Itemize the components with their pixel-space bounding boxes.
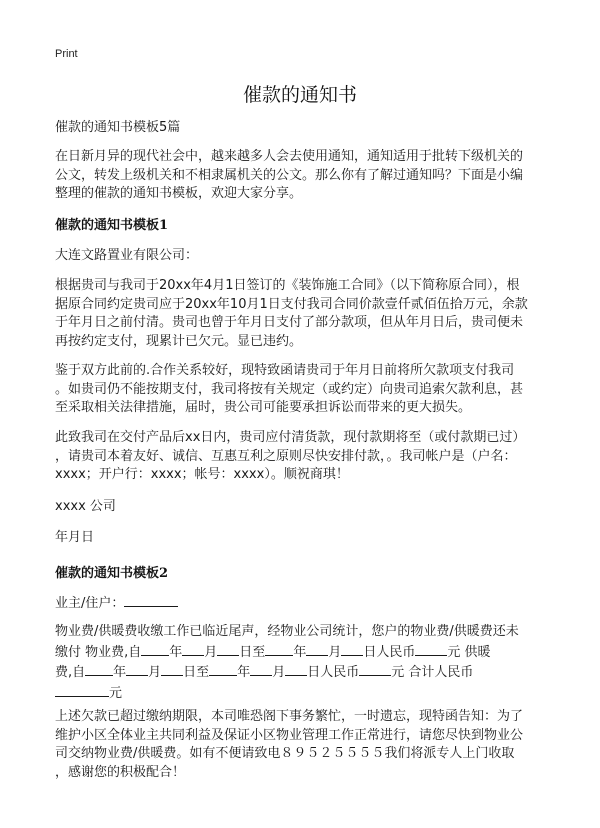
page-title: 催款的通知书: [242, 84, 357, 106]
intro-line: 在日新月异的现代社会中，越来越多人会去使用通知，通知适用于批转下级机关的: [55, 149, 524, 164]
fill-text: 月: [148, 665, 162, 681]
section-1-company: xxxx 公司: [55, 499, 116, 514]
fill-text: 月: [204, 644, 218, 660]
month-blank[interactable]: [250, 662, 272, 676]
owner-line: [55, 593, 553, 614]
fill-text: 年: [237, 665, 251, 681]
day-blank[interactable]: [285, 662, 307, 676]
fill-text: 月: [328, 644, 342, 660]
fill-text: 日人民币: [363, 644, 416, 660]
section-1-paragraph-3: [55, 429, 553, 485]
print-link[interactable]: Print: [55, 48, 78, 60]
fill-text: 年: [293, 644, 307, 660]
owner-blank[interactable]: [124, 593, 178, 607]
paragraph-line: 于年月日之前付清。贵司也曾于年月日支付了部分款项，但从年月日后，贵司便未: [55, 315, 524, 331]
section-1-date: 年月日: [55, 530, 95, 545]
intro-line: 整理的催款的通知书模板，欢迎大家分享。: [55, 186, 303, 202]
paragraph-line: xxxx；开户行：xxxx；帐号：xxxx）。顺祝商琪！: [55, 467, 349, 483]
fill-text: 日人民币: [307, 665, 360, 681]
section-2-fill-paragraph: [55, 623, 553, 703]
section-1-paragraph-1: [55, 277, 553, 351]
paragraph-line: 上述欠款已超过缴纳期限，本司唯恐阁下事务繁忙，一时遗忘，现特函告知：为了: [55, 709, 524, 724]
document-subtitle: 催款的通知书模板5篇: [55, 120, 181, 135]
amount-blank[interactable]: [359, 662, 391, 676]
total-amount-blank[interactable]: [55, 683, 109, 697]
year-blank[interactable]: [141, 642, 169, 656]
fill-text: 月: [272, 665, 286, 681]
day-blank[interactable]: [217, 642, 239, 656]
paragraph-line: ，请贵司本着友好、诚信、互惠互利之原则尽快安排付款，。我司帐户是（户名：: [55, 448, 517, 464]
fill-text: 元: [109, 685, 123, 701]
section-1-addressee: 大连文路置业有限公司：: [55, 248, 199, 263]
intro-line: 公文，转发上级机关和不相隶属机关的公文。那么你有了解过通知吗？下面是小编: [55, 167, 524, 183]
fill-text: 日至: [183, 665, 210, 681]
section-2-paragraph: [55, 708, 553, 782]
section-2-heading: 催款的通知书模板2: [55, 566, 169, 581]
fill-line: [55, 642, 553, 663]
intro-paragraph: [55, 148, 553, 204]
section-1-paragraph-2: [55, 362, 553, 418]
fill-text: 元 合计人民币: [391, 665, 474, 681]
day-blank[interactable]: [341, 642, 363, 656]
month-blank[interactable]: [182, 642, 204, 656]
fill-text: 费,自: [55, 665, 86, 681]
day-blank[interactable]: [161, 662, 183, 676]
paragraph-line: 维护小区全体业主共同利益及保证小区物业管理工作正常进行，请您尽快到物业公: [55, 727, 524, 743]
paragraph-line: 司交纳物业费/供暖费。如有不便请致电８９５２５５５５我们将派专人上门收取: [55, 746, 515, 762]
fill-text: 缴付 物业费,自: [55, 644, 142, 660]
paragraph-line: 鉴于双方此前的.合作关系较好，现特致函请贵司于年月日前将所欠款项支付我司: [55, 363, 515, 378]
fill-text: 年: [113, 665, 127, 681]
fill-text: 年: [169, 644, 183, 660]
amount-blank[interactable]: [415, 642, 447, 656]
owner-label: 业主/住户：: [55, 596, 125, 611]
month-blank[interactable]: [306, 642, 328, 656]
paragraph-line: ，感谢您的积极配合！: [55, 764, 186, 780]
year-blank[interactable]: [265, 642, 293, 656]
paragraph-line: 至采取相关法律措施，届时，贵公司可能要承担诉讼而带来的更大损失。: [55, 400, 472, 416]
paragraph-line: 。如贵司仍不能按期支付，我司将按有关规定（或约定）向贵司追索欠款利息，甚: [55, 381, 524, 397]
section-1-heading: 催款的通知书模板1: [55, 218, 169, 233]
fill-line: [55, 662, 553, 683]
paragraph-line: 根据贵司与我司于20xx年4月1日签订的《装饰施工合同》（以下简称原合同），根: [55, 278, 520, 293]
paragraph-line: 再按约定支付，现累计已欠元。显已违约。: [55, 333, 303, 349]
fill-text: 元 供暖: [447, 644, 491, 660]
month-blank[interactable]: [126, 662, 148, 676]
year-blank[interactable]: [209, 662, 237, 676]
fill-text: 日至: [239, 644, 266, 660]
fill-line: [55, 683, 553, 704]
paragraph-line: 物业费/供暖费收缴工作已临近尾声，经物业公司统计，您户的物业费/供暖费还未: [55, 624, 519, 639]
year-blank[interactable]: [85, 662, 113, 676]
paragraph-line: 据原合同约定贵司应于20xx年10月1日支付我司合同价款壹仟贰佰伍拾万元，余款: [55, 296, 528, 312]
paragraph-line: 此致我司在交付产品后xx日内，贵司应付清货款，现付款期将至（或付款期已过）: [55, 430, 526, 445]
